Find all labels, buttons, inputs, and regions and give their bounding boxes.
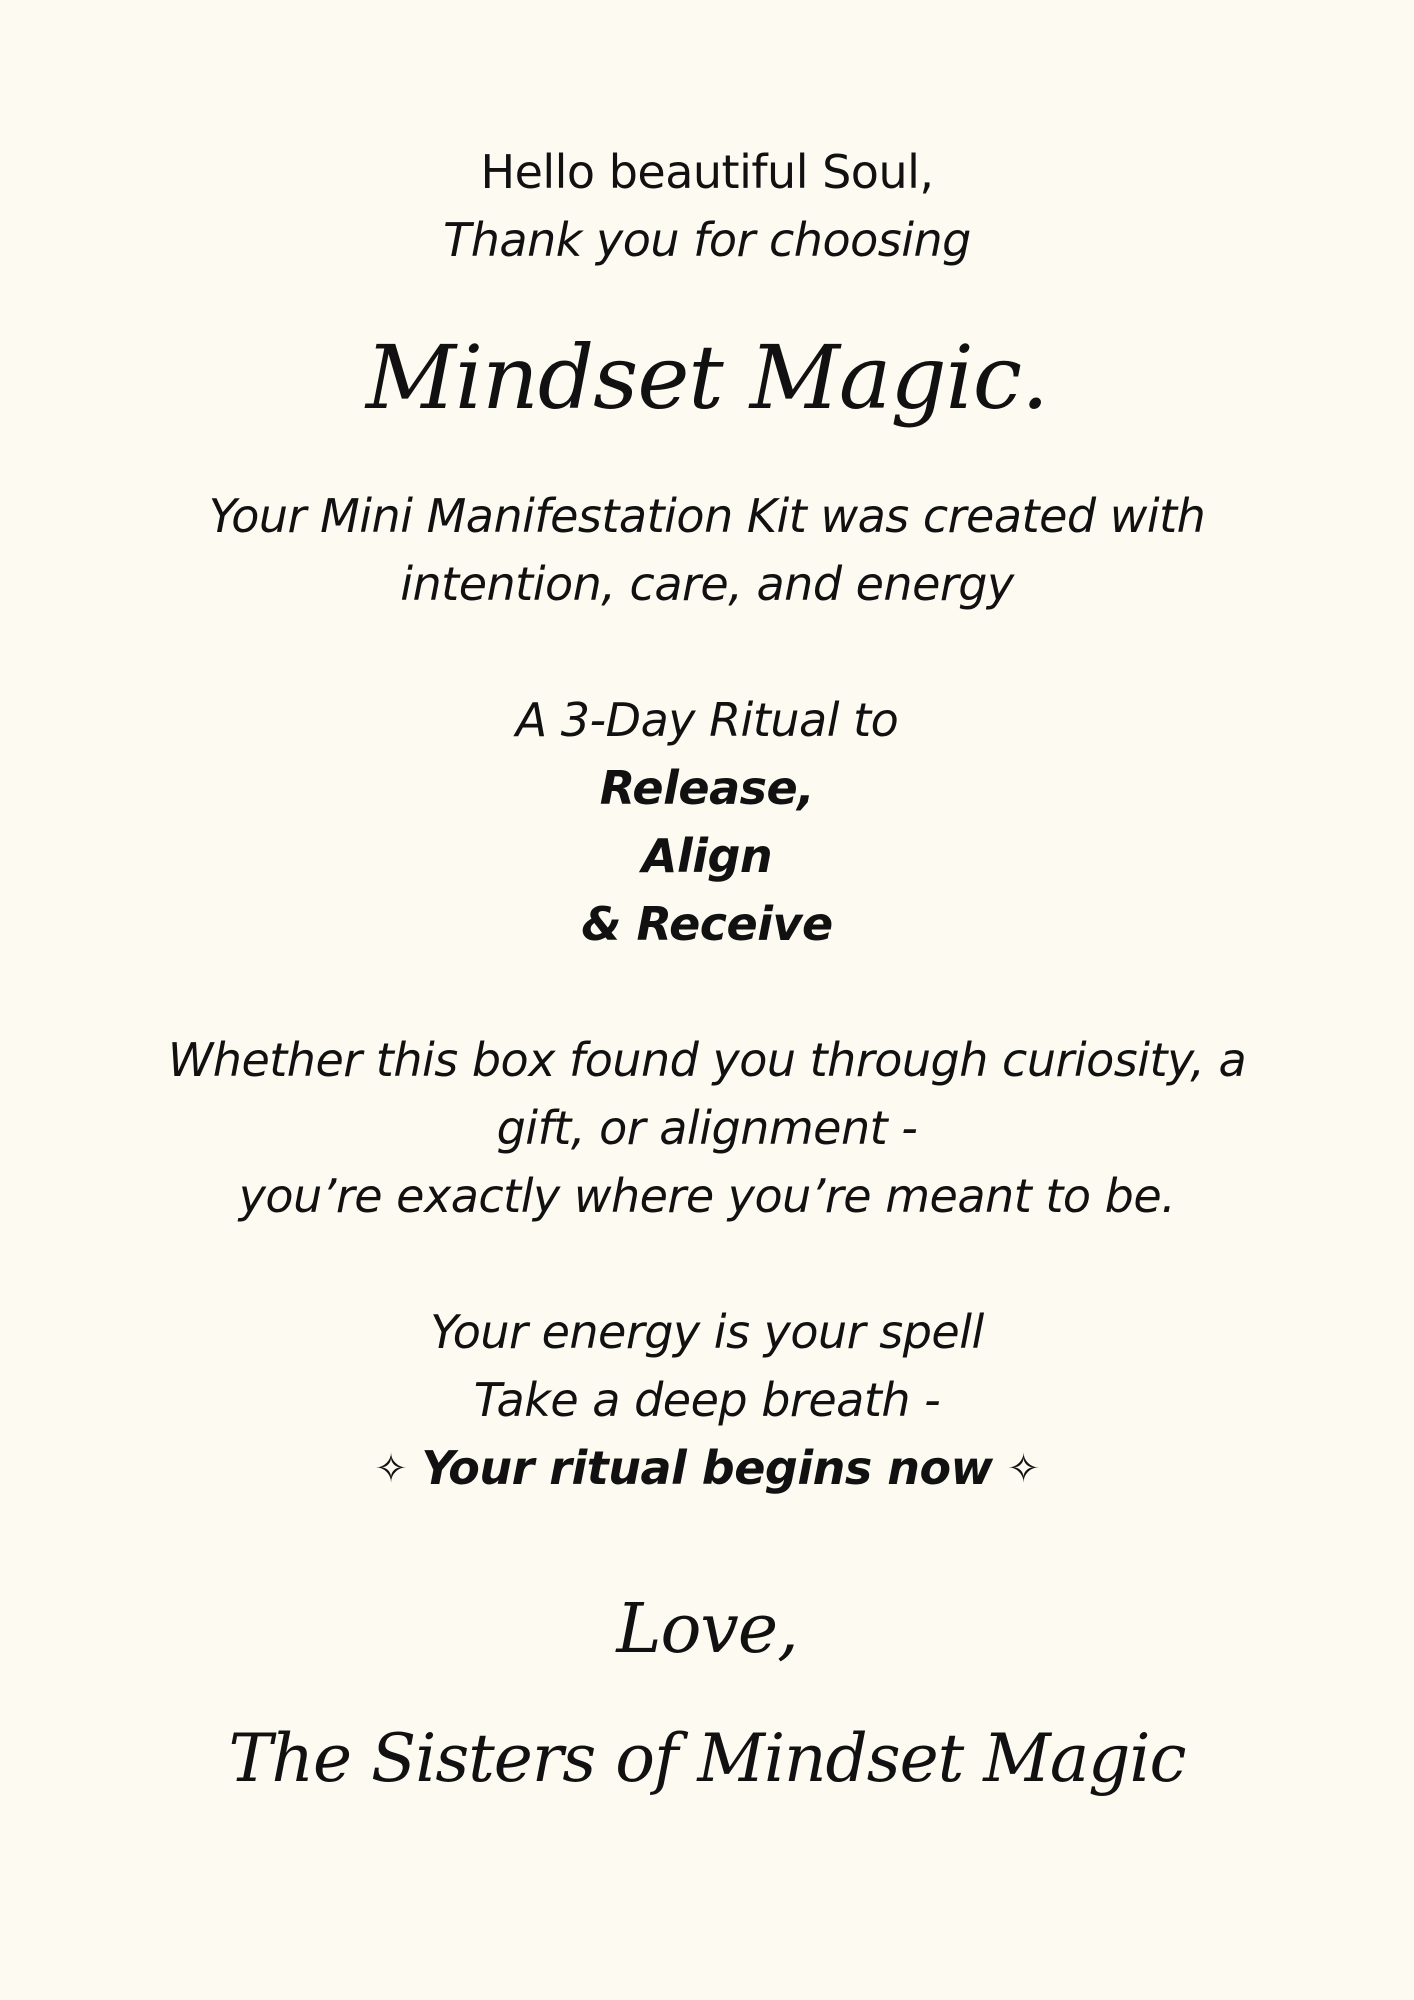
sparkle-icon: ✧ (374, 1446, 408, 1492)
ritual-step-align: Align (641, 829, 773, 883)
brand-script-logo: Mindset Magic. (365, 326, 1049, 429)
body-line-1: Whether this box found you through curiosity, a (167, 1033, 1247, 1087)
sparkle-icon: ✧ (1006, 1446, 1040, 1492)
intro-line-1: Your Mini Manifestation Kit was created with (208, 489, 1206, 543)
closing-line-1: Your energy is your spell (430, 1305, 984, 1359)
ritual-heading: A 3-Day Ritual to (515, 693, 899, 747)
ritual-step-receive: & Receive (581, 897, 833, 951)
body-line-2: gift, or alignment - (496, 1101, 918, 1155)
body-line-3: you’re exactly where you’re meant to be. (238, 1169, 1176, 1223)
greeting-line-2: Thank you for choosing (443, 213, 971, 267)
intro-line-2: intention, care, and energy (400, 557, 1014, 611)
greeting-line-1: Hello beautiful Soul, (480, 145, 934, 199)
ritual-begins-text: Your ritual begins now (421, 1441, 993, 1495)
closing-line-2: Take a deep breath - (473, 1373, 941, 1427)
signature-from: The Sisters of Mindset Magic (228, 1720, 1186, 1797)
ritual-step-release: Release, (599, 761, 815, 815)
signature-love: Love, (616, 1590, 798, 1669)
ritual-begins-line (0, 1434, 1414, 1503)
